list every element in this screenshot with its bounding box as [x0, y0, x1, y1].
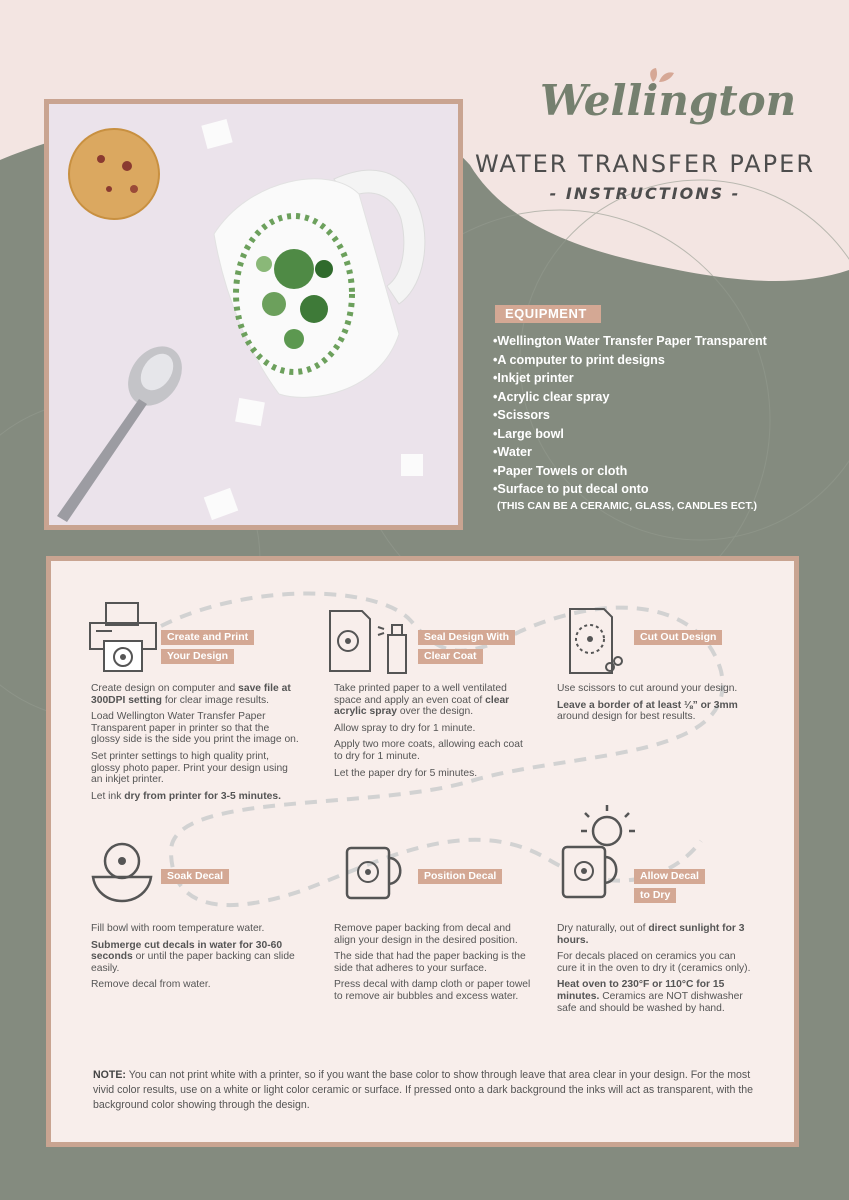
step-1-text: Create design on computer and save file at 300DPI setting for clear image results. Load Wellington Water Transfer Paper Transparent paper in printer so that the glossy side is the side you print the image on. Set printer settings to high quality print, glossy photo paper. Print your design using an inkjet printer. Let ink dry from printer for 3-5 minutes.: [91, 683, 299, 802]
step-2-label: Seal Design With: [418, 630, 515, 645]
step-3-label: Cut Out Design: [634, 630, 722, 645]
page-subtitle: - INSTRUCTIONS -: [549, 184, 741, 203]
equipment-note: (THIS CAN BE A CERAMIC, GLASS, CANDLES ECT.): [497, 500, 757, 512]
equipment-item: • Wellington Water Transfer Paper Transparent: [493, 332, 767, 351]
equipment-item: • Large bowl: [493, 425, 767, 444]
equipment-item: • Acrylic clear spray: [493, 388, 767, 407]
bowl-icon: [89, 839, 155, 905]
step-4-label: Soak Decal: [161, 869, 229, 884]
cookie-image: [69, 129, 159, 219]
product-photo-frame: [44, 99, 463, 530]
equipment-item: • Surface to put decal onto: [493, 480, 767, 499]
usage-note: NOTE: You can not print white with a printer, so if you want the base color to show through leave that area clear in your design. For the most vivid color results, use on a white or light color ceramic or surface. If pressed onto a dark background the inks will act as transparent, with the background color showing through the design.: [93, 1069, 754, 1111]
equipment-item: • Water: [493, 443, 767, 462]
instructions-panel-inner: [51, 561, 794, 1142]
equipment-item: • Paper Towels or cloth: [493, 462, 767, 481]
instructions-panel: [46, 556, 799, 1147]
equipment-item: • A computer to print designs: [493, 351, 767, 370]
step-6-label: Allow Decal: [634, 869, 705, 884]
scissors-icon: [566, 605, 626, 679]
spray-can-icon: [326, 605, 416, 679]
sun-mug-icon: [559, 801, 639, 905]
step-1-label-line-2: Your Design: [161, 649, 234, 664]
step-5-label: Position Decal: [418, 869, 502, 884]
step-6-label-line-2: to Dry: [634, 888, 676, 903]
equipment-item: • Scissors: [493, 406, 767, 425]
step-1-label: Create and Print: [161, 630, 254, 645]
brand-logo: [540, 72, 797, 142]
step-2-text: Take printed paper to a well ventilated space and apply an even coat of clear acrylic spray over the design. Allow spray to dry for 1 minute. Apply two more coats, allowing each coat to dry for 1 minute. Let the paper dry for 5 minutes.: [334, 683, 523, 779]
logo-text: Wellington: [540, 76, 797, 125]
mug-photo-illustration: [49, 104, 458, 525]
equipment-item: • Inkjet printer: [493, 369, 767, 388]
mug-icon: [343, 842, 409, 904]
step-3-text: Use scissors to cut around your design. Leave a border of at least ⅛” or 3mm around design for best results.: [557, 683, 738, 723]
step-6-text: Dry naturally, out of direct sunlight for 3 hours. For decals placed on ceramics you can cure it in the oven to dry it (ceramics only). Heat oven to 230°F or 110°C for 15 minutes. Ceramics are NOT dishwasher safe and should be washed by hand.: [557, 923, 751, 1014]
equipment-list: [493, 332, 767, 499]
equipment-label: EQUIPMENT: [495, 305, 601, 323]
step-5-text: Remove paper backing from decal and align your design in the desired position. The side that had the paper backing is the side that adheres to your surface. Press decal with damp cloth or paper towel to remove air bubbles and excess water.: [334, 923, 531, 1002]
page-title: WATER TRANSFER PAPER: [474, 150, 815, 178]
printer-icon: [86, 599, 162, 675]
product-photo: [49, 104, 458, 525]
step-4-text: Fill bowl with room temperature water. Submerge cut decals in water for 30-60 seconds or until the paper backing can slide easily. Remove decal from water.: [91, 923, 295, 991]
step-2-label-line-2: Clear Coat: [418, 649, 483, 664]
